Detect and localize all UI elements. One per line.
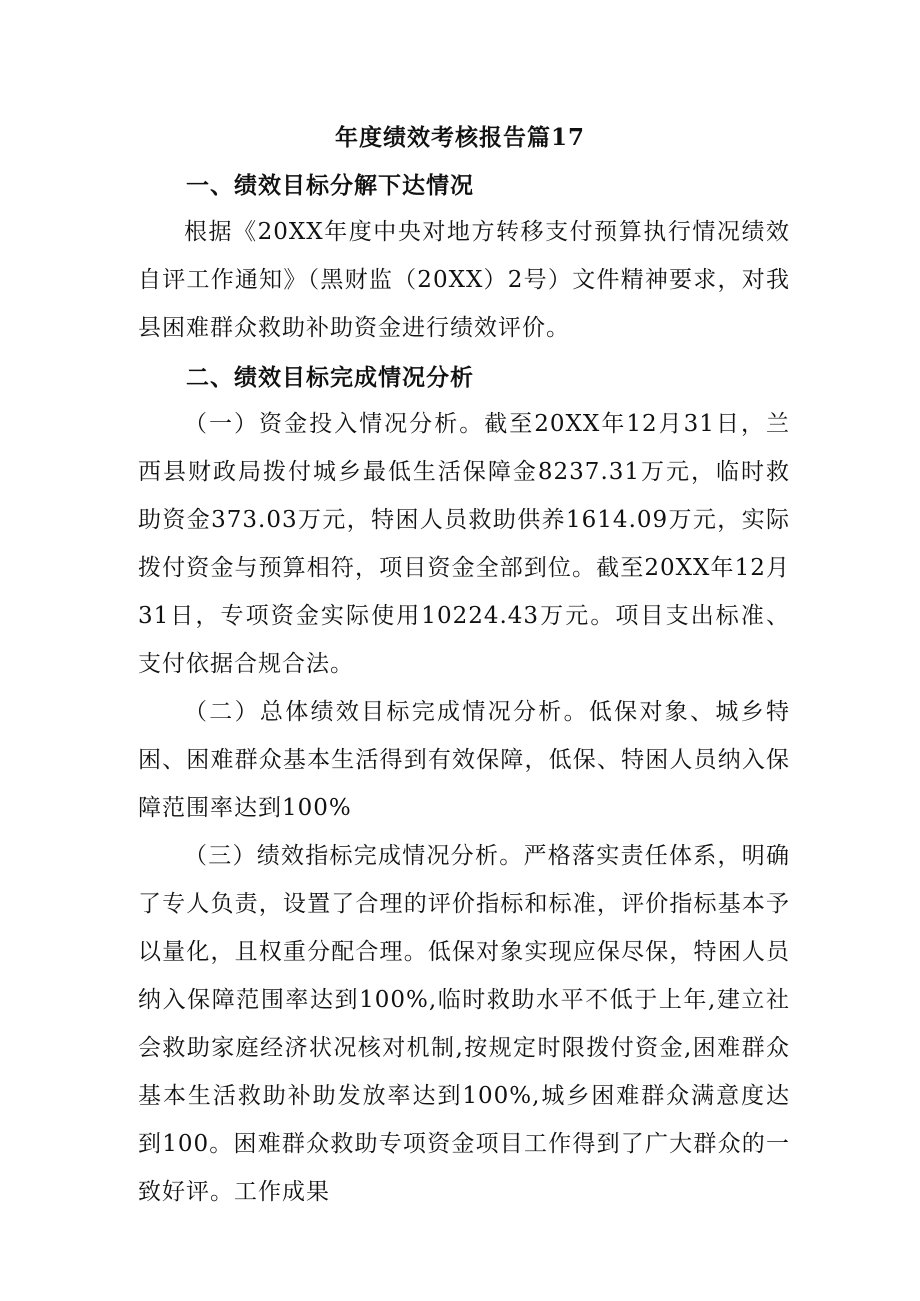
funds-analysis-paragraph: （一）资金投入情况分析。截至20XX年12月31日，兰西县财政局拨付城乡最低生活保障金8237.31万元，临时救助资金373.03万元，特困人员救助供养1614.09万元，实际拨付资金与预算相符，项目资金全部到位。截至20XX年12月31日，专项资金实际使用10224.43万元。项目支出标准、支付依据合规合法。: [138, 411, 790, 677]
section-1-heading: 一、绩效目标分解下达情况: [186, 172, 474, 199]
indicators-paragraph: （三）绩效指标完成情况分析。严格落实责任体系，明确了专人负责，设置了合理的评价指标和标准，评价指标基本予以量化，且权重分配合理。低保对象实现应保尽保，特困人员纳入保障范围率达到100%,临时救助水平不低于上年,建立社会救助家庭经济状况核对机制,按规定时限拨付资金,困难群众基本生活救助补助发放率达到100%,城乡困难群众满意度达到100。困难群众救助专项资金项目工作得到了广大群众的一致好评。工作成果: [138, 843, 790, 1205]
overall-goal-paragraph: （二）总体绩效目标完成情况分析。低保对象、城乡特困、困难群众基本生活得到有效保障，低保、特困人员纳入保障范围率达到100%: [138, 699, 790, 821]
section-2-heading: 二、绩效目标完成情况分析: [186, 364, 474, 391]
section-1-paragraph: 根据《20XX年度中央对地方转移支付预算执行情况绩效自评工作通知》（黑财监（20XX）2号）文件精神要求，对我县困难群众救助补助资金进行绩效评价。: [138, 219, 790, 341]
document-title: 年度绩效考核报告篇17: [334, 124, 585, 151]
